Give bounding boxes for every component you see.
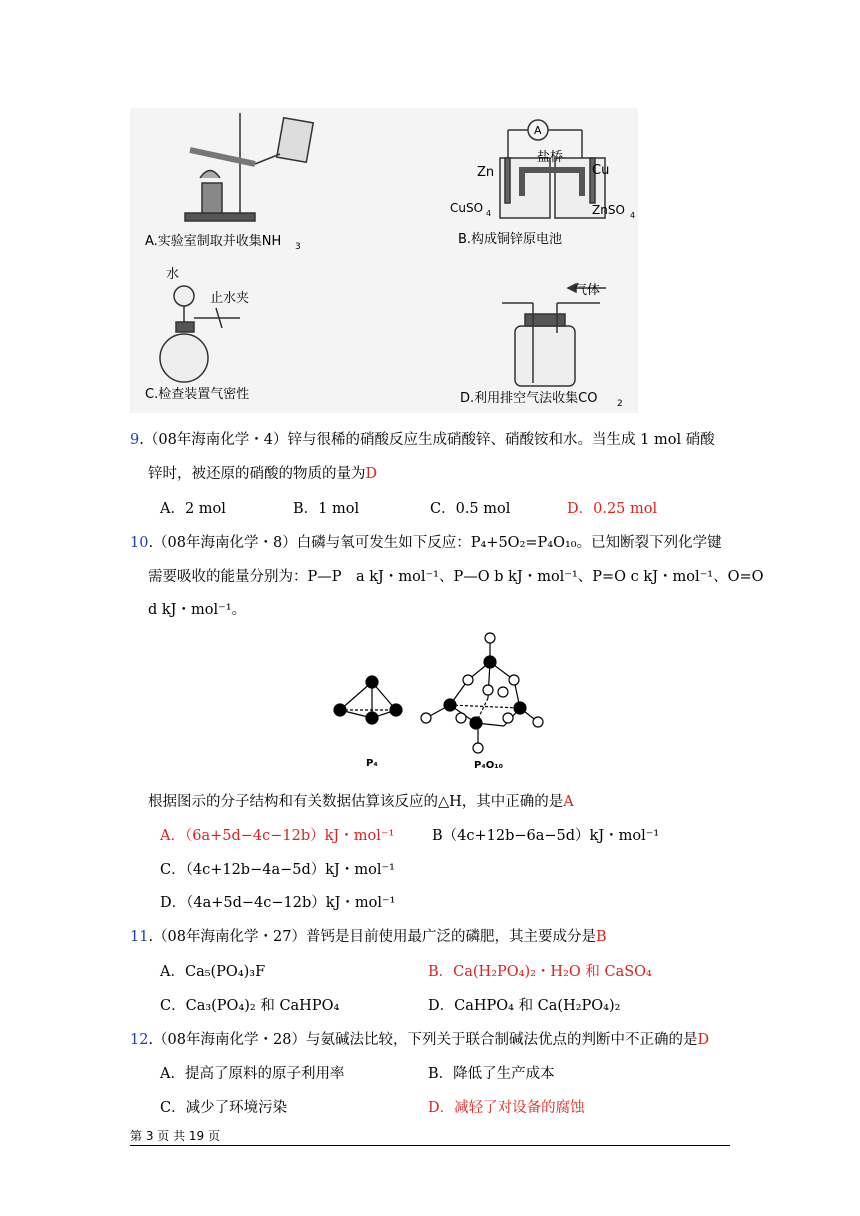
q10-question-line [148, 790, 574, 811]
caption-d: D.利用排空气法收集CO [460, 391, 598, 406]
p4o10-molecule [421, 633, 543, 753]
molecule-drawing [328, 630, 548, 775]
q9-text2: 锌时，被还原的硝酸的物质的量为 [148, 466, 366, 482]
apparatus-d [502, 284, 606, 386]
footer-rule [130, 1145, 730, 1146]
page-number: 第 3 页 共 19 页 [130, 1129, 220, 1143]
q9-line2 [148, 462, 377, 483]
q12-option-a: A．提高了原料的原子利用率 [160, 1066, 345, 1082]
q10-option-c: C．（4c+12b−4a−5d）kJ・mol⁻¹ [160, 862, 395, 878]
q10-answer: A [563, 794, 574, 810]
gas-label: 气体 [574, 283, 601, 298]
q10-number: 10 [130, 535, 149, 551]
znso4-sub: 4 [630, 211, 636, 220]
caption-b: B.构成铜锌原电池 [458, 232, 563, 247]
q10-line3: d kJ・mol⁻¹。 [148, 602, 247, 618]
q11-option-b: B．Ca(H₂PO₄)₂・H₂O 和 CaSO₄ [428, 964, 652, 980]
p4-molecule [334, 676, 402, 724]
p4o10-label: P₄O₁₀ [474, 760, 503, 771]
q10-option-a: A．（6a+5d−4c−12b）kJ・mol⁻¹ [160, 828, 395, 844]
caption-a: A.实验室制取并收集NH [145, 234, 282, 249]
q10-text1: .（08年海南化学・8）白磷与氧可发生如下反应：P₄+5O₂=P₄O₁₀。已知断裂下列化学键 [148, 535, 722, 551]
apparatus-figure [130, 108, 638, 413]
q10-option-b: B（4c+12b−6a−5d）kJ・mol⁻¹ [432, 828, 660, 844]
q12-option-d: D．减轻了对设备的腐蚀 [428, 1100, 585, 1116]
q10-line2: 需要吸收的能量分别为：P—P a kJ・mol⁻¹、P—O b kJ・mol⁻¹、P=O c kJ・mol⁻¹、O=O [148, 569, 764, 585]
q11-answer: B [595, 929, 607, 945]
q12-text1: .（08年海南化学・28）与氨碱法比较，下列关于联合制碱法优点的判断中不正确的是 [148, 1032, 698, 1048]
q11-number: 11 [130, 929, 149, 945]
znso4-label: ZnSO [592, 203, 625, 217]
q9-option-b: B．1 mol [293, 501, 360, 517]
q10-option-d: D．（4a+5d−4c−12b）kJ・mol⁻¹ [160, 895, 396, 911]
p4-label: P₄ [366, 758, 378, 769]
q9-option-a: A．2 mol [160, 501, 226, 517]
zn-label: Zn [477, 165, 495, 180]
salt-bridge-label: 盐桥 [537, 150, 564, 165]
q12-answer: D [697, 1032, 710, 1048]
q9-option-c: C．0.5 mol [430, 501, 511, 517]
q11-option-a: A．Ca₅(PO₄)₃F [160, 964, 266, 980]
q9-number: 9 [130, 432, 140, 448]
q12-option-b: B．降低了生产成本 [428, 1066, 555, 1082]
water-label: 水 [166, 267, 180, 282]
caption-c: C.检查装置气密性 [145, 387, 250, 402]
q11-text1: .（08年海南化学・27）普钙是目前使用最广泛的磷肥，其主要成分是 [148, 929, 596, 945]
q12-number: 12 [130, 1032, 149, 1048]
apparatus-drawing [130, 108, 638, 413]
ammeter-label: A [534, 124, 542, 137]
clamp-label: 止水夹 [210, 291, 250, 306]
q10-question: 根据图示的分子结构和有关数据估算该反应的△H，其中正确的是 [148, 794, 564, 810]
q9-line1 [130, 428, 715, 449]
cuso4-label: CuSO [450, 201, 484, 215]
apparatus-a [185, 113, 313, 221]
cu-label: Cu [592, 163, 610, 178]
q9-answer: D [365, 466, 378, 482]
q12-line1 [130, 1028, 709, 1049]
q11-line1 [130, 925, 607, 946]
q11-option-d: D．CaHPO₄ 和 Ca(H₂PO₄)₂ [428, 998, 621, 1014]
caption-d-sub: 2 [617, 399, 623, 409]
q12-option-c: C．减少了环境污染 [160, 1100, 288, 1116]
q9-option-d: D．0.25 mol [567, 501, 658, 517]
cuso4-sub: 4 [486, 209, 492, 218]
q10-line1 [130, 531, 722, 552]
molecule-figure [328, 630, 548, 775]
q9-text1: .（08年海南化学・4）锌与很稀的硝酸反应生成硝酸锌、硝酸铵和水。当生成 1 mol 硝酸 [139, 432, 715, 448]
caption-a-sub: 3 [295, 242, 301, 252]
apparatus-b [500, 120, 605, 218]
q11-option-c: C．Ca₃(PO₄)₂ 和 CaHPO₄ [160, 998, 340, 1014]
